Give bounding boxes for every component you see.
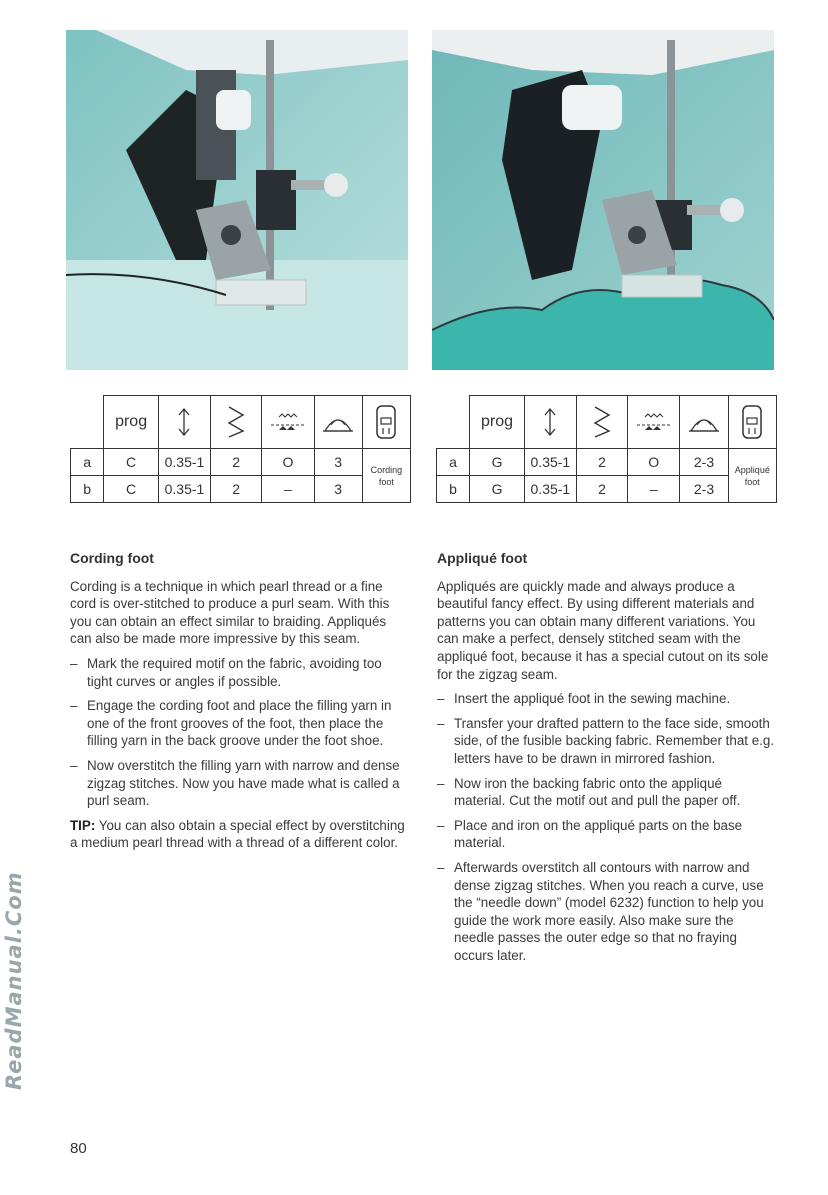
feed-dog-icon — [262, 396, 314, 449]
foot-name-line2: foot — [378, 476, 394, 487]
foot-name-cell — [362, 449, 410, 503]
table-row — [437, 449, 777, 476]
length-cell: 0.35-1 — [524, 449, 576, 476]
row-label: a — [437, 449, 470, 476]
width-cell: 2 — [576, 449, 627, 476]
prog-cell: C — [104, 449, 159, 476]
table-row — [71, 449, 411, 476]
cording-foot-photo — [66, 30, 408, 370]
tension-cell: 3 — [314, 449, 362, 476]
cording-tip — [70, 817, 410, 852]
row-label: b — [71, 476, 104, 503]
tip-label: TIP: — [70, 817, 96, 833]
applique-section — [437, 550, 777, 971]
applique-settings-table — [436, 395, 777, 503]
tension-cell: 2-3 — [680, 476, 728, 503]
watermark: ReadManual.Com — [2, 871, 26, 1090]
foot-name-line1: Appliqué — [734, 464, 770, 475]
feed-dog-cell: O — [262, 449, 314, 476]
list-item: – Engage the cording foot and place the filling yarn in one of the front grooves of the foot, then place the filling yarn in the back groove under the foot shoe. — [70, 698, 392, 749]
corner-cell — [71, 396, 104, 449]
applique-intro: Appliqués are quickly made and always produce a beautiful fancy effect. By using different materials and patterns you can obtain many different variations. You can make a perfect, densely stitched seam with the appliqué foot, because it has a special cutout on its sole for the zigzag seam. — [437, 578, 769, 682]
feed-dog-cell: O — [628, 449, 680, 476]
corner-cell — [437, 396, 470, 449]
width-cell: 2 — [210, 449, 261, 476]
prog-cell: G — [470, 476, 525, 503]
tension-icon — [680, 396, 728, 449]
prog-cell: G — [470, 449, 525, 476]
list-item: – Afterwards overstitch all contours with narrow and dense zigzag stitches. When you reach a curve, use the “needle down” (model 6232) function to help you guide the work more easily. Also make sure the needle passes the outer edge so that no fraying occurs later. — [437, 859, 764, 963]
foot-name-cell — [728, 449, 776, 503]
tension-cell: 3 — [314, 476, 362, 503]
row-label: a — [71, 449, 104, 476]
length-cell: 0.35-1 — [158, 476, 210, 503]
width-cell: 2 — [576, 476, 627, 503]
foot-name-line2: foot — [744, 476, 760, 487]
feed-dog-cell: – — [262, 476, 314, 503]
cording-intro: Cording is a technique in which pearl thread or a fine cord is over-stitched to produce a purl seam. With this you can obtain an effect similar to braiding. Appliqués can also be made more impressive by this seam. — [70, 578, 390, 647]
list-item: – Now overstitch the filling yarn with narrow and dense zigzag stitches. Now you have made what is called a purl seam. — [70, 757, 400, 809]
list-item: – Mark the required motif on the fabric, avoiding too tight curves or angles if possible. — [70, 655, 382, 689]
feed-dog-cell: – — [628, 476, 680, 503]
cording-steps — [70, 655, 410, 810]
stitch-length-icon — [524, 396, 576, 449]
tip-text: You can also obtain a special effect by overstitching a medium pearl thread with a thread of a different color. — [70, 817, 405, 851]
length-cell: 0.35-1 — [524, 476, 576, 503]
presser-foot-icon — [728, 396, 776, 449]
cording-section — [70, 550, 410, 859]
tension-cell: 2-3 — [680, 449, 728, 476]
list-item: – Insert the appliqué foot in the sewing machine. — [437, 691, 731, 707]
tension-icon — [314, 396, 362, 449]
prog-cell: C — [104, 476, 159, 503]
feed-dog-icon — [628, 396, 680, 449]
applique-steps — [437, 690, 777, 964]
stitch-width-icon — [576, 396, 627, 449]
list-item: – Transfer your drafted pattern to the face side, smooth side, of the fusible backing fabric. Remember that e.g. letters have to be drawn in mirrored fashion. — [437, 715, 775, 766]
applique-foot-photo — [432, 30, 774, 370]
cording-settings-table — [70, 395, 411, 503]
stitch-length-icon — [158, 396, 210, 449]
prog-header: prog — [104, 396, 159, 449]
list-item: – Now iron the backing fabric onto the appliqué material. Cut the motif out and pull the paper off. — [437, 775, 741, 809]
cording-heading: Cording foot — [70, 550, 154, 566]
list-item: – Place and iron on the appliqué parts on the base material. — [437, 817, 743, 851]
table-row — [437, 476, 777, 503]
page-number: 80 — [70, 1140, 87, 1157]
prog-header: prog — [470, 396, 525, 449]
foot-name-line1: Cording — [370, 464, 403, 475]
stitch-width-icon — [210, 396, 261, 449]
presser-foot-icon — [362, 396, 410, 449]
length-cell: 0.35-1 — [158, 449, 210, 476]
table-row — [71, 476, 411, 503]
row-label: b — [437, 476, 470, 503]
applique-heading: Appliqué foot — [437, 550, 528, 566]
width-cell: 2 — [210, 476, 261, 503]
